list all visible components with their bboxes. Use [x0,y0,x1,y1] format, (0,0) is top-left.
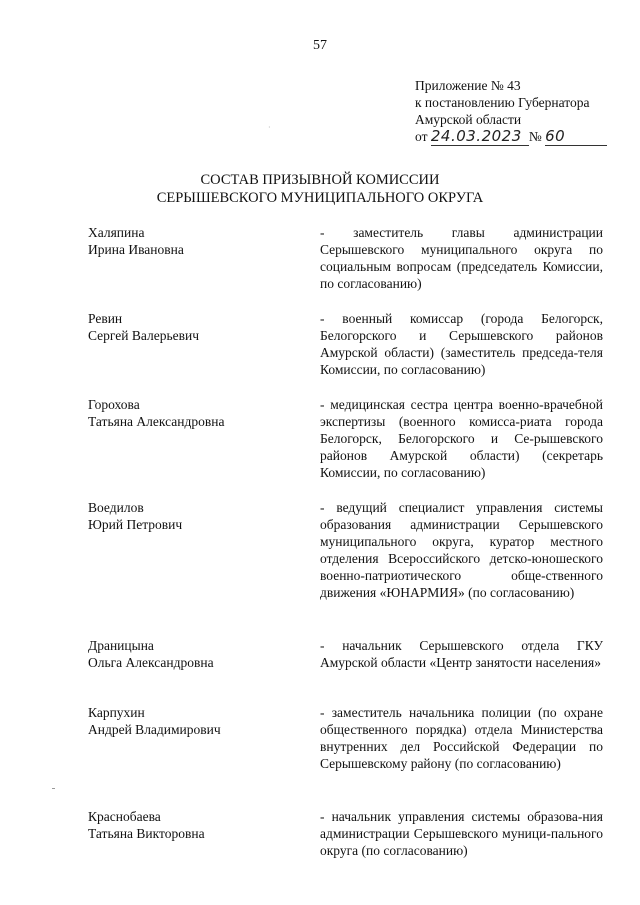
member-entry [88,499,603,637]
number-prefix: № [528,129,542,144]
member-surname: Карпухин [88,705,145,720]
member-given-names: Ирина Ивановна [88,242,184,257]
date-prefix: от [415,129,428,144]
member-given-names: Юрий Петрович [88,517,183,532]
member-surname: Драницына [88,638,154,653]
member-entry [88,808,603,878]
title-line-1: СОСТАВ ПРИЗЫВНОЙ КОМИССИИ [200,172,440,188]
member-given-names: Ольга Александровна [88,655,214,670]
member-role: - медицинская сестра центра военно-врачебной экспертизы (военного комисса-риата города Белогорск, Белогорского и Се-рышевского районов Амурской области) (секретарь Комиссии, по согласованию) [320,397,603,480]
appendix-date-line [415,128,630,146]
member-name [88,704,320,808]
member-surname: Горохова [88,397,140,412]
margin-scan-mark [52,788,55,789]
document-title [0,171,640,207]
member-role: - ведущий специалист управления системы образования администрации Серышевского муниципального округа, куратор местного отделения Всероссийского детско-юношеского военно-патриотического обще-ственного движения «ЮНАРМИЯ» (по согласованию) [320,500,603,600]
member-given-names: Татьяна Александровна [88,414,225,429]
member-role: - заместитель начальника полиции (по охране общественного порядка) отдела Министерства внутренних дел Российской Федерации по Серышевскому району (по согласованию) [320,705,603,771]
member-name [88,310,320,396]
appendix-decree-ref: к постановлению Губернатора [415,95,590,110]
member-role: - начальник Серышевского отдела ГКУ Амурской области «Центр занятости населения» [320,638,603,670]
member-role: - военный комиссар (города Белогорск, Белогорского и Серышевского районов Амурской области) (заместитель председа-теля Комиссии, по согласованию) [320,311,603,377]
member-given-names: Сергей Валерьевич [88,328,199,343]
handwritten-date: 24.03.2023 [431,128,529,146]
member-role: - заместитель главы администрации Серышевского муниципального округа по социальным вопросам (председатель Комиссии, по согласованию) [320,225,603,291]
member-entry [88,224,603,310]
member-surname: Ревин [88,311,123,326]
appendix-title: Приложение № 43 [415,78,521,93]
appendix-region: Амурской области [415,112,522,127]
member-entry [88,637,603,704]
appendix-header [415,77,630,146]
member-entry [88,704,603,808]
member-name [88,499,320,637]
member-name [88,224,320,310]
commission-members-list [88,224,603,878]
member-name [88,637,320,704]
member-given-names: Андрей Владимирович [88,722,221,737]
member-name [88,808,320,878]
faint-scan-mark: · [268,123,271,132]
page-number: 57 [313,38,327,53]
member-surname: Халяпина [88,225,145,240]
member-surname: Воедилов [88,500,144,515]
handwritten-number: 60 [545,128,607,146]
member-name [88,396,320,499]
member-entry [88,310,603,396]
member-surname: Краснобаева [88,809,161,824]
member-entry [88,396,603,499]
title-line-2: СЕРЫШЕВСКОГО МУНИЦИПАЛЬНОГО ОКРУГА [156,190,484,206]
member-given-names: Татьяна Викторовна [88,826,205,841]
member-role: - начальник управления системы образова-ния администрации Серышевского муници-пального округа (по согласованию) [320,809,603,858]
